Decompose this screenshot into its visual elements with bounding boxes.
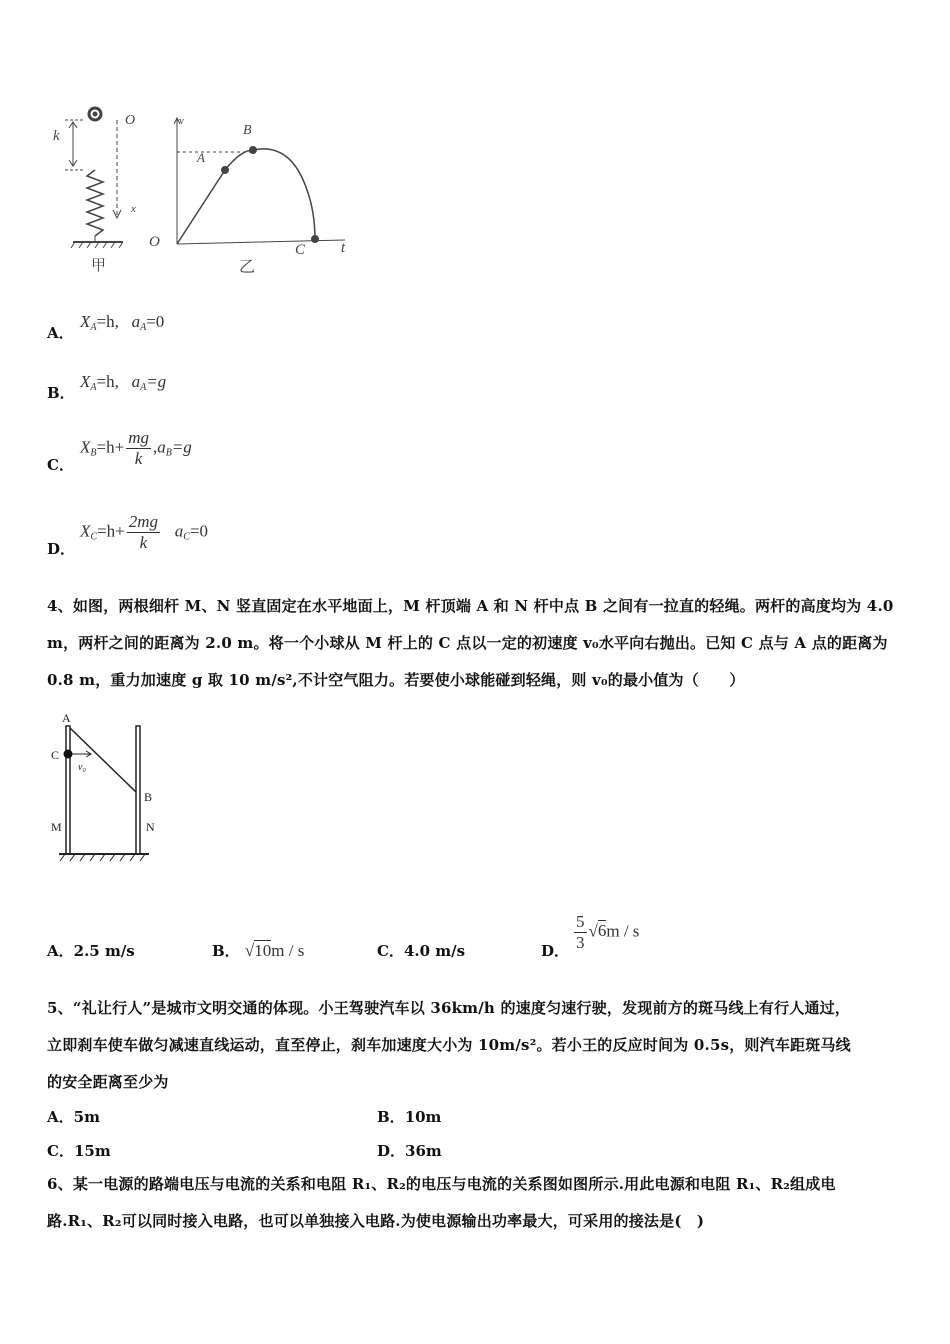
label-n: N: [146, 820, 155, 834]
q3-option-d[interactable]: [47, 538, 75, 559]
q3-option-b[interactable]: [47, 382, 75, 403]
q3-option-d-expr: $X_C=h+$ $\frac{2mg}{k}$ $a_C=0$: [80, 512, 209, 552]
vt-graph: [174, 118, 345, 244]
q5-option-b[interactable]: B．10m: [377, 1108, 442, 1126]
q4-option-d[interactable]: D．: [541, 942, 570, 960]
q4-line-3: 0.8 m，重力加速度 g 取 10 m/s²,不计空气阻力。若要使小球能碰到轻绳，则 v₀的最小值为（ ）: [47, 671, 745, 689]
sqrt-expression: √10m / s: [244, 941, 305, 960]
q5-option-a[interactable]: A．5m: [47, 1108, 100, 1126]
q4-option-a[interactable]: A．2.5 m/s: [47, 942, 135, 960]
q5-line-3: 的安全距离至少为: [47, 1073, 169, 1091]
q4-option-c[interactable]: C．4.0 m/s: [377, 942, 466, 960]
o-label: O: [125, 113, 136, 128]
q3-option-c[interactable]: [47, 454, 74, 475]
option-label: D．: [47, 540, 76, 558]
q3-option-c-expr: $X_B=h+$ $\frac{mg}{k}$ $,a_B=g$: [80, 428, 192, 468]
label-m: M: [51, 820, 62, 834]
caption-jia: 甲: [91, 258, 107, 274]
option-label: A．: [47, 324, 74, 342]
q4-option-d-expr: $\frac{5}{3}$ √6m / s: [576, 912, 640, 952]
point-b-label: B: [243, 123, 252, 138]
label-v0: v₀: [78, 762, 86, 773]
question-5: [47, 990, 907, 1101]
option-label: B．: [47, 384, 75, 402]
q6-line-1: 6、某一电源的路端电压与电流的关系和电阻 R₁、R₂的电压与电流的关系图如图所示.用此电源和电阻 R₁、R₂组成电: [47, 1175, 836, 1193]
q4-line-2: m，两杆之间的距离为 2.0 m。将一个小球从 M 杆上的 C 点以一定的初速度 v₀水平向右抛出。已知 C 点与 A 点的距离为: [47, 634, 888, 652]
q5-line-1: 5、“礼让行人”是城市文明交通的体现。小王驾驶汽车以 36km/h 的速度匀速行驶，发现前方的斑马线上有行人通过，: [47, 999, 851, 1017]
label-a: A: [62, 711, 71, 725]
spring-velocity-figure: [45, 100, 365, 280]
label-b: B: [144, 790, 153, 804]
x-label: x: [131, 203, 136, 215]
k-label: k: [53, 128, 60, 144]
option-label: C．: [47, 456, 74, 474]
q5-option-c[interactable]: C．15m: [47, 1142, 111, 1160]
q4-line-1: 4、如图，两根细杆 M、N 竖直固定在水平地面上，M 杆顶端 A 和 N 杆中点 B 之间有一拉直的轻绳。两杆的高度均为 4.0: [47, 597, 894, 615]
question-4: [47, 588, 907, 699]
origin-label: O: [149, 234, 160, 250]
q4-option-b[interactable]: B． √10m / s: [212, 941, 305, 960]
rods-figure: [45, 708, 175, 868]
q3-option-b-expr: $X_A=h$, $a_A=g$: [80, 372, 167, 393]
question-6: [47, 1166, 907, 1240]
spring-diagram: [65, 108, 123, 248]
label-c: C: [51, 748, 60, 762]
q6-line-2: 路.R₁、R₂可以同时接入电路，也可以单独接入电路.为使电源输出功率最大，可采用的接法是( ): [47, 1212, 705, 1230]
v-axis-label: v: [179, 116, 184, 127]
q3-option-a-expr: $X_A=h$, $a_A=0$: [80, 312, 165, 333]
caption-yi: 乙: [239, 259, 256, 276]
t-axis-label: t: [341, 240, 346, 256]
q3-option-a[interactable]: [47, 322, 74, 343]
point-c-label: C: [295, 242, 306, 258]
q5-option-d[interactable]: D．36m: [377, 1142, 442, 1160]
q5-line-2: 立即刹车使车做匀减速直线运动，直至停止，刹车加速度大小为 10m/s²。若小王的反应时间为 0.5s，则汽车距斑马线: [47, 1036, 851, 1054]
point-a-label: A: [197, 150, 205, 165]
